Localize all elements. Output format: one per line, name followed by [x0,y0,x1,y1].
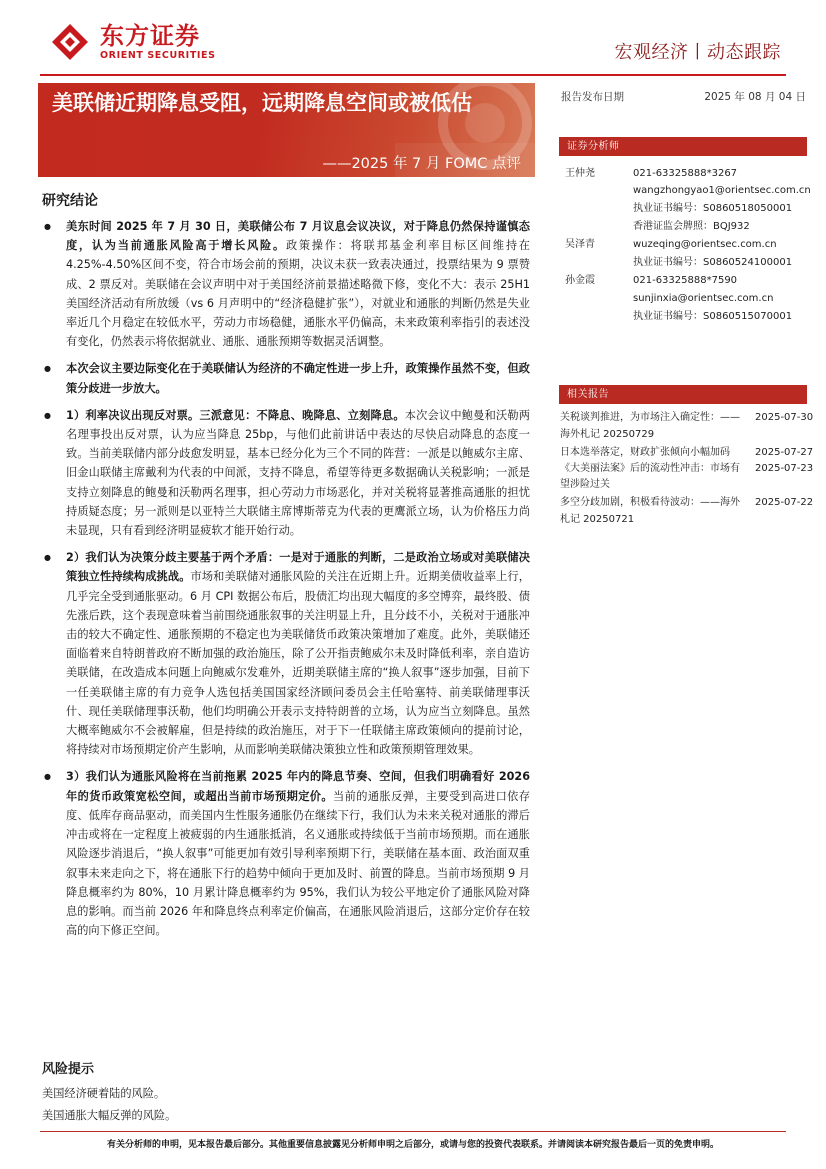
risk-item: 美国通胀大幅反弹的风险。 [42,1109,177,1122]
research-conclusion [42,191,530,948]
related-report-date: 2025-07-30 [755,412,814,423]
analyst-license: 执业证书编号：S0860515070001 [633,311,793,322]
report-date-value: 2025 年 08 月 04 日 [704,91,806,103]
related-report-title[interactable]: 望涉险过关 [560,479,610,490]
page-header [0,0,826,78]
analyst-email[interactable]: wangzhongyao1@orientsec.com.cn [633,185,811,196]
bullet-lead: 美东时间 2025 年 7 月 30 日，美联储公布 7 月议息会议决议，对于降息仍然保持谨慎态度，认为当前通胀风险高于增长风险。 [66,220,530,253]
bullet-lead: 2）我们认为决策分歧主要基于两个矛盾：一是对于通胀的判断，二是政治立场或对美联储决策独立性持续构成挑战。 [66,551,530,584]
analysts-heading-label: 证券分析师 [567,141,620,152]
related-report-date: 2025-07-22 [755,497,814,508]
analyst-license: 执业证书编号：S0860518050001 [633,203,793,214]
footer-divider [40,1131,786,1132]
analyst-email[interactable]: sunjinxia@orientsec.com.cn [633,293,774,304]
bullet-lead: 1）利率决议出现反对票。三派意见：不降息、晚降息、立刻降息。 [66,408,405,422]
disclaimer-footer: 有关分析师的申明，见本报告最后部分。其他重要信息披露见分析师申明之后部分，或请与您的投资代表联系。并请阅读本研究报告最后一页的免责申明。 [106,1140,719,1150]
bullet-body: 政策操作：将联邦基金利率目标区间维持在 4.25%-4.50%区间不变，符合市场会前的预期，决议未获一致表决通过，投票结果为 9 票赞成、2 票反对。美联储在会议声明中对于美国经济前景描述略微下修，变化不大：表示 25H1 美国经济活动有所放缓（vs 6 月声明中的“经济稳健扩张”），对就业和通胀的判断仍然是失业率近几个月稳定在较低水平，劳动力市场稳健，通胀水平仍偏高，未来政策利率指引的表述没有变化，仍然表示将依据就业、通胀、通胀预期等数据灵活调整。 [66,239,530,349]
related-report-title[interactable]: 《大美丽法案》后的流动性冲击：市场有 [560,463,740,474]
logo-mark-icon [50,22,90,62]
related-report-title[interactable]: 关税谈判推进，为市场注入确定性：—— [560,412,740,423]
conclusion-bullet [42,217,530,351]
logo-text-en: ORIENT SECURITIES [100,50,216,61]
conclusion-bullet [42,359,530,397]
section-heading: 研究结论 [42,193,98,209]
company-logo [50,22,270,62]
related-report-title[interactable]: 札记 20250721 [560,514,635,525]
related-report-date: 2025-07-27 [755,447,814,458]
report-title: 美联储近期降息受阻，远期降息空间或被低估 [52,91,472,115]
report-subtitle: ——2025 年 7 月 FOMC 点评 [322,156,521,172]
related-report-date: 2025-07-23 [755,463,814,474]
conclusion-bullet [42,767,530,940]
title-banner [38,83,535,177]
bullet-body: 本次会议中鲍曼和沃勒两名理事投出反对票，认为应当降息 25bp，与他们此前讲话中表达的尽快启动降息的态度一致。当前美联储内部分歧愈发明显，基本已经分化为三个不同的阵营：一派是以鲍威尔主席、旧金山联储主席戴利为代表的中间派，支持不降息，希望等待更多数据确认关税影响；一派是支持立刻降息的鲍曼和沃勒两名理事，担心劳动力市场恶化，并对关税将显著推高通胀的担忧持质疑态度；另一派则是以亚特兰大联储主席博斯蒂克为代表的更鹰派立场，认为价格压力尚未显现，只有看到经济明显疲软才能开始行动。 [66,408,530,538]
analysts-heading [559,137,807,156]
related-report-title[interactable]: 日本选举落定，财政扩张倾向小幅加码 [560,447,730,458]
conclusion-bullet [42,406,530,540]
analyst-name: 王仲尧 [565,168,595,179]
analyst-name: 孙金霞 [565,275,595,286]
related-report-title[interactable]: 多空分歧加剧，积极看待波动：——海外 [560,497,740,508]
analyst-name: 吴泽青 [565,239,595,250]
report-date-label: 报告发布日期 [561,91,624,103]
bullet-lead: 本次会议主要边际变化在于美联储认为经济的不确定性进一步上升，政策操作虽然不变，但政策分歧进一步放大。 [66,362,530,395]
bullet-body: 当前的通胀反弹，主要受到高进口依存度、低库存商品驱动，而美国内生性服务通胀仍在继续下行，我们认为未来关税对通胀的滞后冲击或将在一定程度上被疲弱的内生通胀抵消，名义通胀或持续低于当前市场预期。而在通胀风险逐步消退后，“换人叙事”可能更加有效引导利率预期下行，美联储在基本面、政治面双重叙事未来走向之下，将在通胀下行的趋势中倾向于更加及时、前置的降息。当前市场预期 9 月降息概率约为 80%，10 月累计降息概率约为 95%，我们认为较公平地定价了通胀风险对降息的影响。而当前 2026 年和降息终点利率定价偏高，在通胀风险消退后，这部分定价存在较高的向下修正空间。 [66,789,530,938]
analyst-hk-license: 香港证监会牌照：BQJ932 [633,221,750,232]
conclusion-bullet [42,548,530,759]
risk-heading: 风险提示 [42,1062,95,1077]
header-divider [40,74,786,76]
bullet-lead: 3）我们认为通胀风险将在当前拖累 2025 年内的降息节奏、空间，但我们明确看好 2026 年的货币政策宽松空间，或超出当前市场预期定价。 [66,770,530,803]
analyst-phone: 021-63325888*7590 [633,275,738,286]
logo-text-cn: 东方证券 [100,22,200,50]
related-reports-heading-label: 相关报告 [567,389,609,400]
analyst-email[interactable]: wuzeqing@orientsec.com.cn [633,239,777,250]
analyst-license: 执业证书编号：S0860524100001 [633,257,793,268]
analyst-phone: 021-63325888*3267 [633,168,738,179]
report-category: 宏观经济丨动态跟踪 [614,42,781,63]
bullet-body: 市场和美联储对通胀风险的关注在近期上升。近期美债收益率上行，几乎完全受到通胀驱动。6 月 CPI 数据公布后，股债汇均出现大幅度的多空博弈，最终股、债先涨后跌，这个表现意味着当前围绕通胀叙事的关注明显上升，且分歧不小，关税对于通胀冲击的较大不确定性、通胀预期的不稳定也为美联储货币政策决策增加了难度。此外，美联储还面临着来自特朗普政府不断加强的政治施压，除了公开指责鲍威尔未及时降低利率，亲自造访美联储，在改造成本问题上向鲍威尔发难外，近期美联储主席的“换人叙事”逐步加强，目前下一任美联储主席的有力竞争人选包括美国国家经济顾问委员会主任哈塞特、前美联储理事沃什、现任美联储理事沃勒，他们均明确公开表示支持特朗普的立场，认为应当立刻降息。虽然大概率鲍威尔不会被解雇，但是持续的政治施压，对于下一任联储主席政策倾向的提前讨论，将持续对市场预期定价产生影响，从而影响美联储决策独立性和政策预期管理效果。 [66,570,530,757]
related-report-title[interactable]: 海外札记 20250729 [560,429,655,440]
risk-item: 美国经济硬着陆的风险。 [42,1087,166,1100]
related-reports-heading [559,385,807,404]
